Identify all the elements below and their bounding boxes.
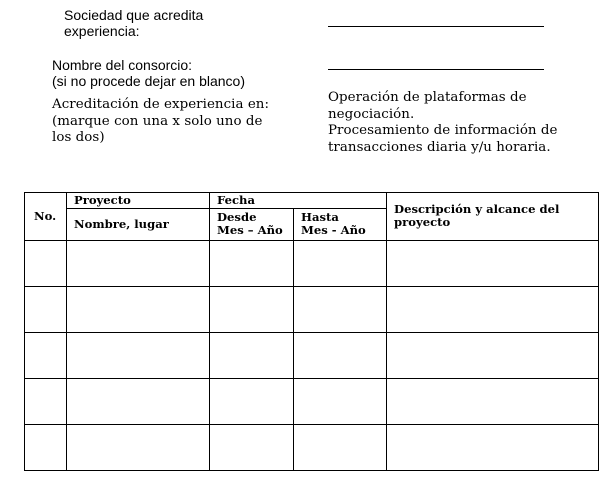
consorcio-label-line2: (si no procede dejar en blanco): [52, 73, 246, 89]
nombre-lugar-cell[interactable]: [67, 333, 210, 379]
nombre-lugar-cell[interactable]: [67, 287, 210, 333]
table-row: [25, 241, 599, 287]
descripcion-cell[interactable]: [387, 287, 599, 333]
nombre-lugar-cell[interactable]: [67, 379, 210, 425]
no-cell[interactable]: [25, 379, 67, 425]
descripcion-cell[interactable]: [387, 333, 599, 379]
header-nombre-lugar: Nombre, lugar: [67, 209, 210, 241]
experience-table: [24, 192, 599, 471]
descripcion-cell[interactable]: [387, 425, 599, 471]
acreditacion-label-line3: los dos): [52, 130, 105, 145]
sociedad-label-line2: experiencia:: [64, 23, 140, 39]
nombre-lugar-cell[interactable]: [67, 241, 210, 287]
descripcion-cell[interactable]: [387, 241, 599, 287]
desde-cell[interactable]: [210, 333, 294, 379]
option-plataformas-line2[interactable]: negociación.: [328, 106, 415, 122]
no-cell[interactable]: [25, 287, 67, 333]
consorcio-input-line[interactable]: [328, 69, 544, 70]
consorcio-label: [52, 57, 245, 89]
desde-cell[interactable]: [210, 287, 294, 333]
table-row: [25, 379, 599, 425]
header-hasta: [294, 209, 387, 241]
hasta-cell[interactable]: [294, 425, 387, 471]
option-procesamiento-line1[interactable]: Procesamiento de información de: [328, 123, 558, 138]
hasta-cell[interactable]: [294, 333, 387, 379]
descripcion-cell[interactable]: [387, 379, 599, 425]
desde-cell[interactable]: [210, 241, 294, 287]
header-hasta-label: Hasta: [301, 210, 339, 224]
header-desde-sub: Mes – Año: [217, 223, 283, 237]
header-desde: [210, 209, 294, 241]
acreditacion-label-line2: (marque con una x solo uno de: [52, 113, 263, 129]
sociedad-label: [64, 7, 203, 39]
header-descripcion: Descripción y alcance del proyecto: [387, 193, 599, 241]
acreditacion-label: [52, 97, 269, 147]
option-plataformas-line1[interactable]: Operación de plataformas de: [328, 90, 527, 105]
consorcio-label-line1: Nombre del consorcio:: [52, 57, 193, 73]
table-row: [25, 287, 599, 333]
sociedad-label-line1: Sociedad que acredita: [64, 7, 204, 23]
acreditacion-options: [328, 90, 558, 156]
option-procesamiento-line2[interactable]: transacciones diaria y/u horaria.: [328, 139, 551, 155]
table-row: [25, 333, 599, 379]
header-no: No.: [25, 193, 67, 241]
table-body: [25, 241, 599, 471]
header-proyecto: Proyecto: [67, 193, 210, 209]
sociedad-input-line[interactable]: [328, 26, 544, 27]
no-cell[interactable]: [25, 241, 67, 287]
hasta-cell[interactable]: [294, 287, 387, 333]
hasta-cell[interactable]: [294, 241, 387, 287]
acreditacion-label-line1: Acreditación de experiencia en:: [52, 97, 270, 112]
table-row: [25, 425, 599, 471]
nombre-lugar-cell[interactable]: [67, 425, 210, 471]
header-fecha: Fecha: [210, 193, 387, 209]
no-cell[interactable]: [25, 333, 67, 379]
header-desde-label: Desde: [217, 210, 257, 224]
hasta-cell[interactable]: [294, 379, 387, 425]
desde-cell[interactable]: [210, 425, 294, 471]
no-cell[interactable]: [25, 425, 67, 471]
header-hasta-sub: Mes - Año: [301, 223, 366, 237]
desde-cell[interactable]: [210, 379, 294, 425]
